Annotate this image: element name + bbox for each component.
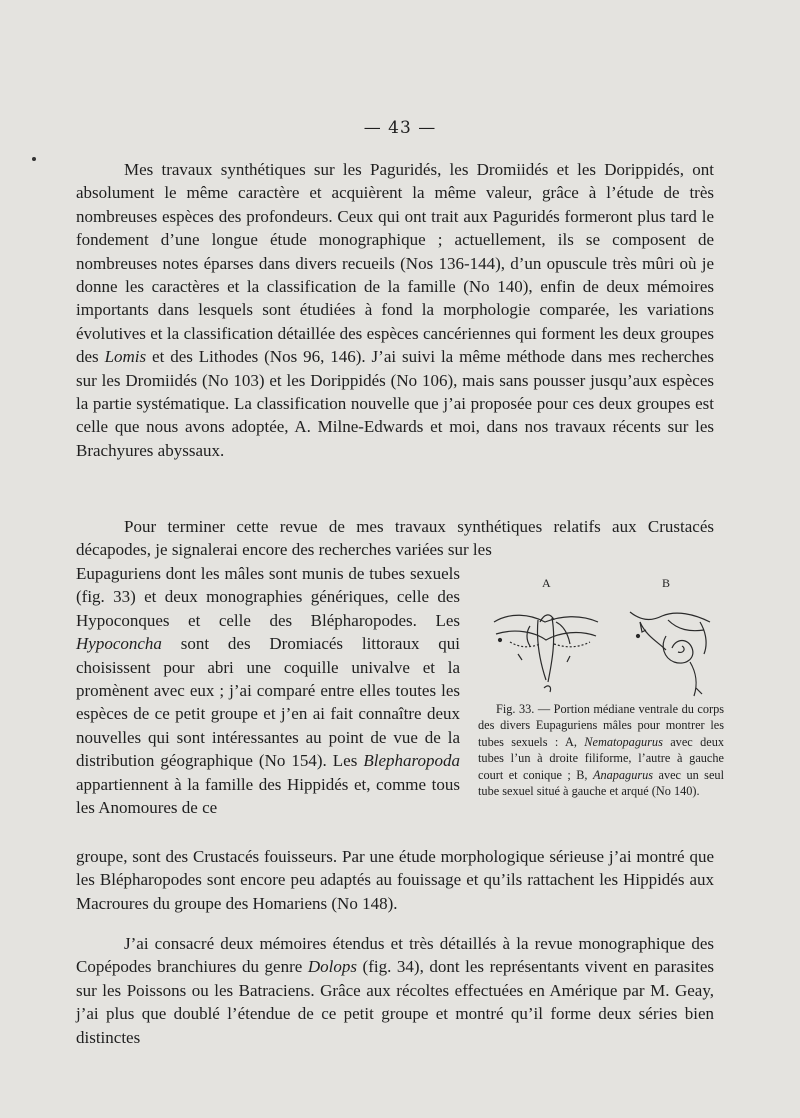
blepharopoda-italic: Blepharopoda (363, 751, 460, 771)
paragraph-2-wrapped (76, 562, 460, 819)
paragraph-4 (76, 915, 714, 1066)
paragraph-1 (76, 158, 714, 462)
paragraph-3 (76, 845, 714, 915)
figure-33 (478, 576, 724, 836)
figure-label-b: B (662, 576, 671, 590)
margin-dot (32, 157, 36, 161)
drawing-b (630, 612, 710, 696)
caption-text-2: avec deux tubes l’un à droite filiforme, l’autre à gauche court et conique ; B, (478, 734, 724, 782)
lomis-italic: Lomis (104, 347, 147, 367)
figure-label-a: A (542, 576, 551, 590)
paragraph-4-text-1: J’ai consacré deux mémoires étendus et très détaillés à la revue monographique des Copépodes branchiures du genre (76, 934, 714, 977)
nematopagurus-italic: Nematopagurus (584, 734, 663, 749)
wrap-text-1: Eupaguriens dont les mâles sont munis de tubes sexuels (fig. 33) et deux monographies génériques, celle des Hypoconques et celle des Blépharopodes. Les (76, 564, 460, 630)
paragraph-4-text-2: (fig. 34), dont les représentants vivent en parasites sur les Poissons ou les Batraciens. Grâce aux récoltes effectuées en Amérique par M. Geay, j’ai plus que doublé l’étendue de ce petit groupe et montré qu’il forme deux séries bien distinctes (76, 957, 714, 1047)
hypoconcha-italic: Hypoconcha (76, 634, 162, 654)
crustacean-illustration (490, 592, 716, 702)
paragraph-3-text: groupe, sont des Crustacés fouisseurs. Par une étude morphologique sérieuse j’ai montré que les Blépharopodes sont encore peu adaptés au fouissage et qu’ils rattachent les Hippidés aux Macroures du groupe des Homariens (No 148). (76, 847, 714, 913)
page-number: — 43 — (363, 118, 437, 138)
wrap-text-3: appartiennent à la famille des Hippidés et, comme tous les Anomoures de ce (76, 774, 460, 818)
paragraph-1-tail: et des Lithodes (Nos 96, 146). J’ai suivi la même méthode dans mes recherches sur les Dromiidés (No 103) et les Dorippidés (No 106), mais sans pousser jusqu’aux espèces la partie systématique. La classification nouvelle que j’ai proposée pour ces deux groupes est celle que nous avons adoptée, A. Milne-Edwards et moi, dans nos travaux récents sur les Brachyures abyssaux. (76, 347, 714, 460)
drawing-a (494, 615, 598, 692)
caption-text-3: avec un seul tube sexuel situé à gauche et arqué (No 140). (478, 767, 724, 799)
dolops-italic: Dolops (307, 957, 357, 977)
figure-caption (478, 701, 724, 799)
paragraph-2-line: Pour terminer cette revue de mes travaux synthétiques relatifs aux Crustacés décapodes, je signalerai encore des recherches variées sur les (76, 517, 714, 560)
paragraph-1-text: Mes travaux synthétiques sur les Paguridés, les Dromiidés et les Dorippidés, ont absolument le même caractère et acquièrent la même valeur, grâce à l’étude de très nombreuses espèces des profondeurs. Ceux qui ont trait aux Paguridés formeront plus tard le fondement d’une longue étude monographique ; actuellement, ils se composent de nombreuses notes éparses dans divers recueils (Nos 136-144), d’un opuscule très mûri où je donne les caractères et la classification de la famille (No 140), enfin de deux mémoires importants dans lesquels sont étudiées à fond la morphologie comparée, les variations évolutives et la classification détaillée des espèces cancériennes qui forment les deux groupes des (76, 160, 714, 367)
wrap-text-2: sont des Dromiacés littoraux qui choisissent pour abri une coquille univalve et la promènent avec eux ; j’ai comparé entre elles toutes les espèces de ce petit groupe et j’en ai fait connaître deux nouvelles qui sont intéressantes au point de vue de la distribution géographique (No 154). Les (76, 634, 460, 771)
paragraph-2 (76, 515, 714, 562)
anapagurus-italic: Anapagurus (592, 767, 654, 782)
caption-text-1: Fig. 33. — Portion médiane ventrale du corps des divers Eupaguriens mâles pour montrer les tubes sexuels : A, (478, 702, 724, 749)
